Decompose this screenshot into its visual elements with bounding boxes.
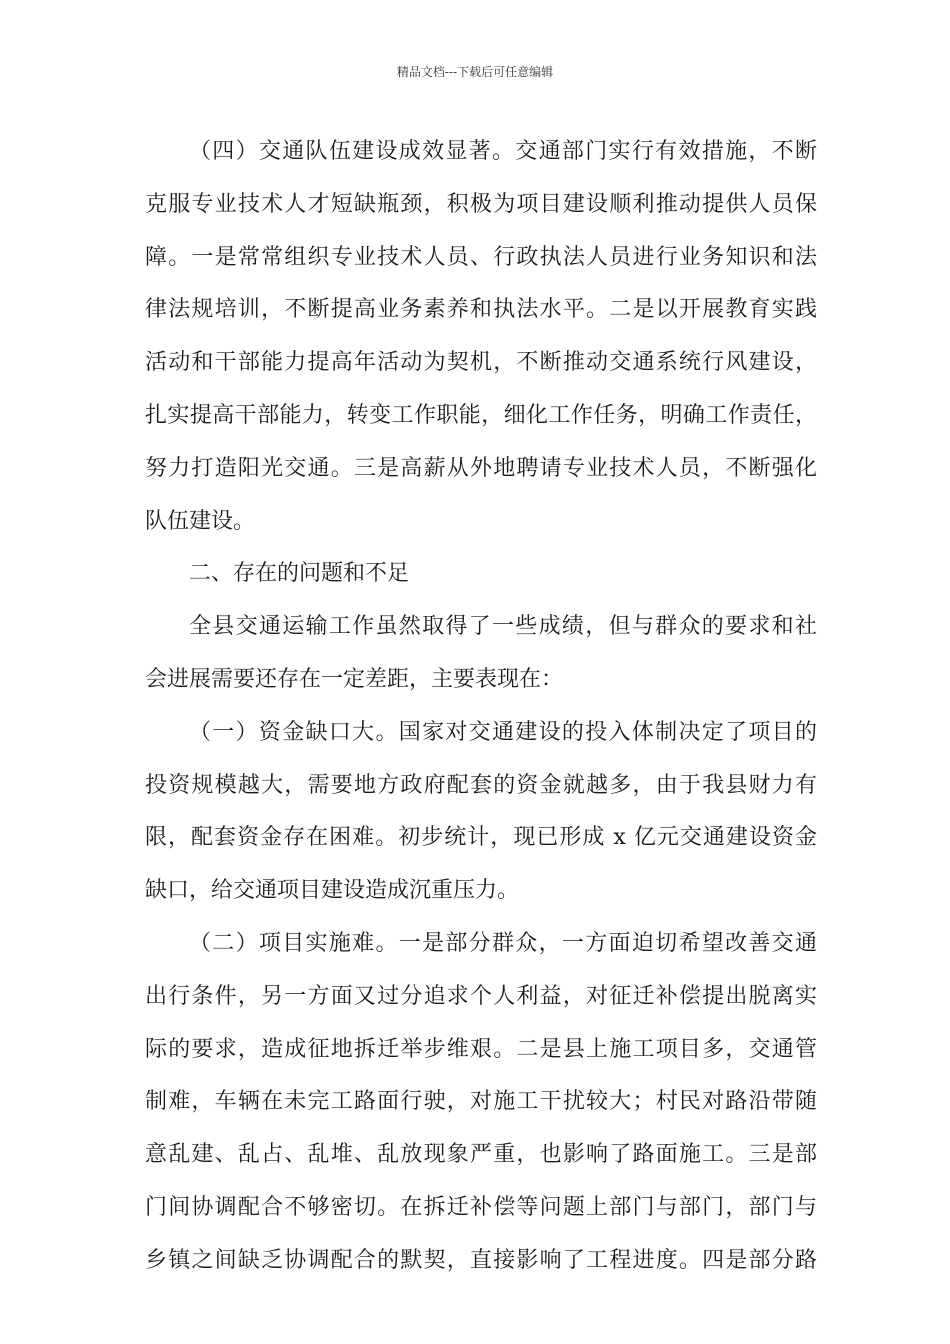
text-line: 活动和干部能力提高年活动为契机，不断推动交通系统行风建设，: [145, 350, 817, 376]
text-line: （一）资金缺口大。国家对交通建设的投入体制决定了项目的: [189, 719, 817, 745]
text-line: 缺口，给交通项目建设造成沉重压力。: [145, 878, 520, 904]
text-line: 努力打造阳光交通。三是高薪从外地聘请专业技术人员，不断强化: [145, 455, 817, 481]
text-line: 限，配套资金存在困难。初步统计，现已形成 x 亿元交通建设资金: [145, 825, 817, 851]
text-line: 际的要求，造成征地拆迁举步维艰。二是县上施工项目多，交通管: [145, 1036, 817, 1062]
text-line: 克服专业技术人才短缺瓶颈，积极为项目建设顺利推动提供人员保: [145, 191, 817, 217]
text-line: （二）项目实施难。一是部分群众，一方面迫切希望改善交通: [189, 930, 817, 956]
text-line: 律法规培训，不断提高业务素养和执法水平。二是以开展教育实践: [145, 297, 817, 323]
text-line: 会进展需要还存在一定差距，主要表现在：: [145, 666, 564, 692]
text-line: 队伍建设。: [145, 508, 256, 534]
text-line: （四）交通队伍建设成效显著。交通部门实行有效措施，不断: [189, 139, 817, 164]
page-header: 精品文档---下载后可任意编辑: [396, 65, 554, 79]
text-line: 全县交通运输工作虽然取得了一些成绩，但与群众的要求和社: [189, 614, 817, 640]
text-line: 扎实提高干部能力，转变工作职能，细化工作任务，明确工作责任，: [145, 402, 817, 428]
text-line: 乡镇之间缺乏协调配合的默契，直接影响了工程进度。四是部分路: [145, 1247, 817, 1273]
text-line: 意乱建、乱占、乱堆、乱放现象严重，也影响了路面施工。三是部: [145, 1142, 817, 1168]
text-line: 门间协调配合不够密切。在拆迁补偿等问题上部门与部门，部门与: [145, 1194, 817, 1220]
text-line: 投资规模越大，需要地方政府配套的资金就越多，由于我县财力有: [145, 772, 817, 798]
document-body: [145, 126, 817, 1288]
text-line: 制难，车辆在未完工路面行驶，对施工干扰较大；村民对路沿带随: [145, 1089, 817, 1115]
text-line: 二、存在的问题和不足: [189, 561, 410, 587]
text-line: 障。一是常常组织专业技术人员、行政执法人员进行业务知识和法: [145, 244, 817, 270]
text-line: 出行条件，另一方面又过分追求个人利益，对征迁补偿提出脱离实: [145, 983, 817, 1009]
